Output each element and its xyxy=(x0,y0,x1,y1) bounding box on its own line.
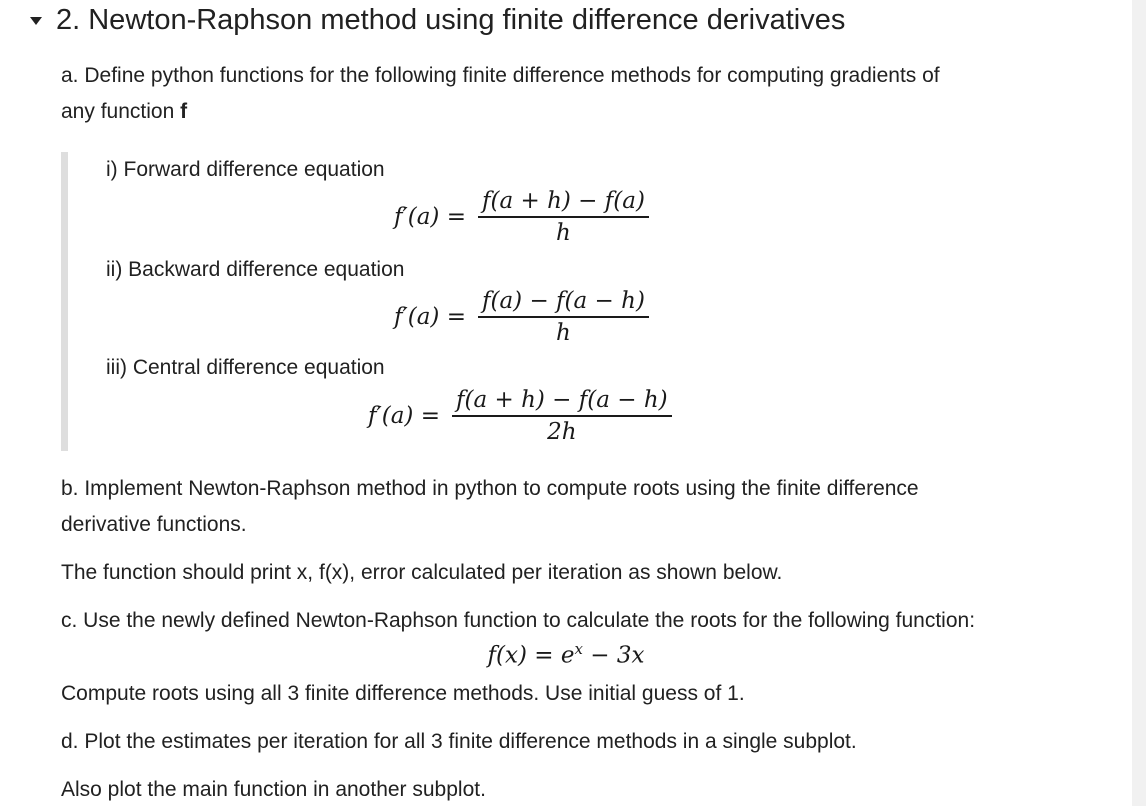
method-backward-label: ii) Backward difference equation xyxy=(106,258,405,281)
part-c-instructions: Compute roots using all 3 finite difference methods. Use initial guess of 1. xyxy=(61,682,745,705)
part-b-text: b. Implement Newton-Raphson method in python to compute roots using the finite difference derivative functions. xyxy=(61,477,919,536)
target-function-equation: $f(x) = e^x - 3x$ xyxy=(487,640,645,669)
collapse-caret-icon[interactable] xyxy=(30,17,42,25)
forward-difference-equation: f′(a) = $\frac{f(a + h) - f(a)}{h}$ xyxy=(394,188,649,246)
scrollbar[interactable] xyxy=(1132,0,1146,806)
part-d-text: d. Plot the estimates per iteration for all 3 finite difference methods in a single subplot. xyxy=(61,730,857,753)
section-title: 2. Newton-Raphson method using finite difference derivatives xyxy=(56,4,846,36)
method-central-label: iii) Central difference equation xyxy=(106,356,385,379)
part-d-subplot-note: Also plot the main function in another subplot. xyxy=(61,778,486,801)
blockquote-bar xyxy=(61,152,68,451)
central-difference-equation: f′(a) = $\frac{f(a + h) - f(a - h)}{2h}$ xyxy=(368,387,672,445)
part-b-print-note: The function should print x, f(x), error calculated per iteration as shown below. xyxy=(61,561,783,584)
function-f-bold: f xyxy=(180,100,188,123)
section-header xyxy=(30,4,845,37)
part-a-text: a. Define python functions for the following finite difference methods for computing gradients of any function f xyxy=(61,64,940,123)
part-c-text: c. Use the newly defined Newton-Raphson function to calculate the roots for the following function: xyxy=(61,609,976,632)
backward-difference-equation: f′(a) = $\frac{f(a) - f(a - h)}{h}$ xyxy=(394,288,649,346)
method-forward-label: i) Forward difference equation xyxy=(106,158,385,181)
